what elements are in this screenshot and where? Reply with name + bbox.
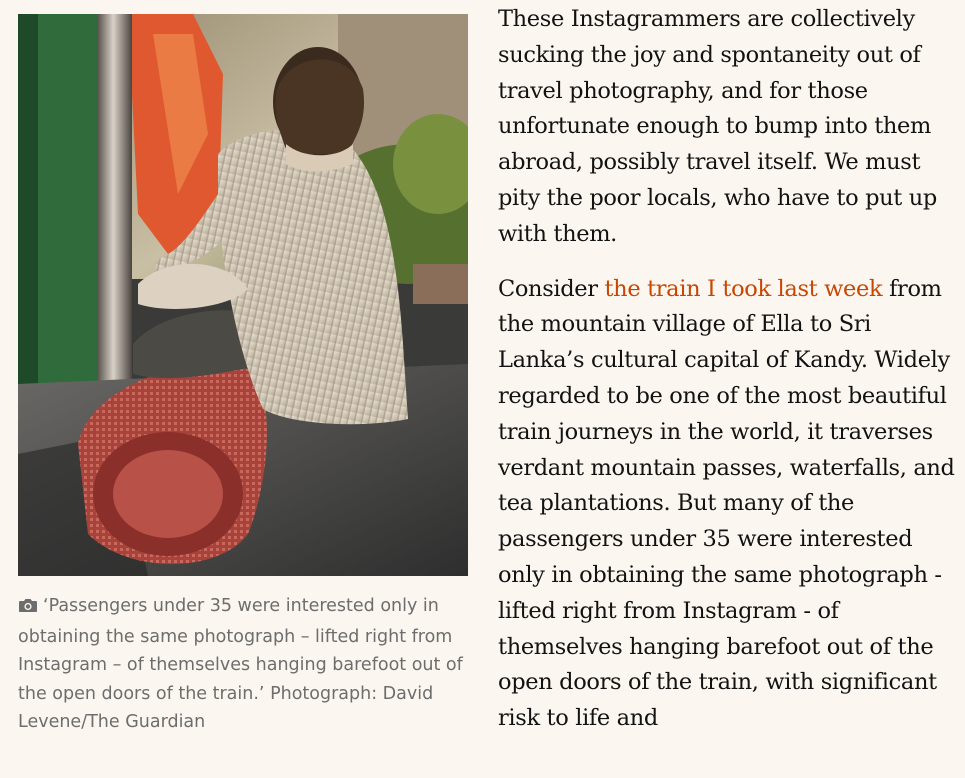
train-door-photo[interactable] [18,14,468,576]
paragraph-2-body: from the mountain village of Ella to Sri Lanka’s cultural capital of Kandy. Widely regarded to be one of the most beautiful train journeys in the world, it traverses verdant mountain passes, waterfalls, and tea plantations. But many of the passengers under 35 were interested only in obtaining the same photograph - lifted right from Instagram - of themselves hanging barefoot out of the open doors of the train, with significant risk to life and [498,275,955,732]
caption-text: ‘Passengers under 35 were interested only in obtaining the same photograph – lifted right from Instagram – of themselves hanging barefoot out of the open doors of the train.’ [18,596,463,704]
paragraph-2-lead: Consider [498,275,605,302]
paragraph-2 [498,272,960,737]
paragraph-1: These Instagrammers are collectively sucking the joy and spontaneity out of travel photography, and for those unfortunate enough to bump into them abroad, possibly travel itself. We must pity the poor locals, who have to put up with them. [498,6,937,247]
photo-credit: Photograph: David Levene/The Guardian [18,683,434,732]
train-article-link[interactable]: the train I took last week [604,275,883,302]
camera-icon [18,594,38,623]
figure-caption [18,592,468,737]
article-figure [18,14,468,737]
article-body [498,2,960,756]
